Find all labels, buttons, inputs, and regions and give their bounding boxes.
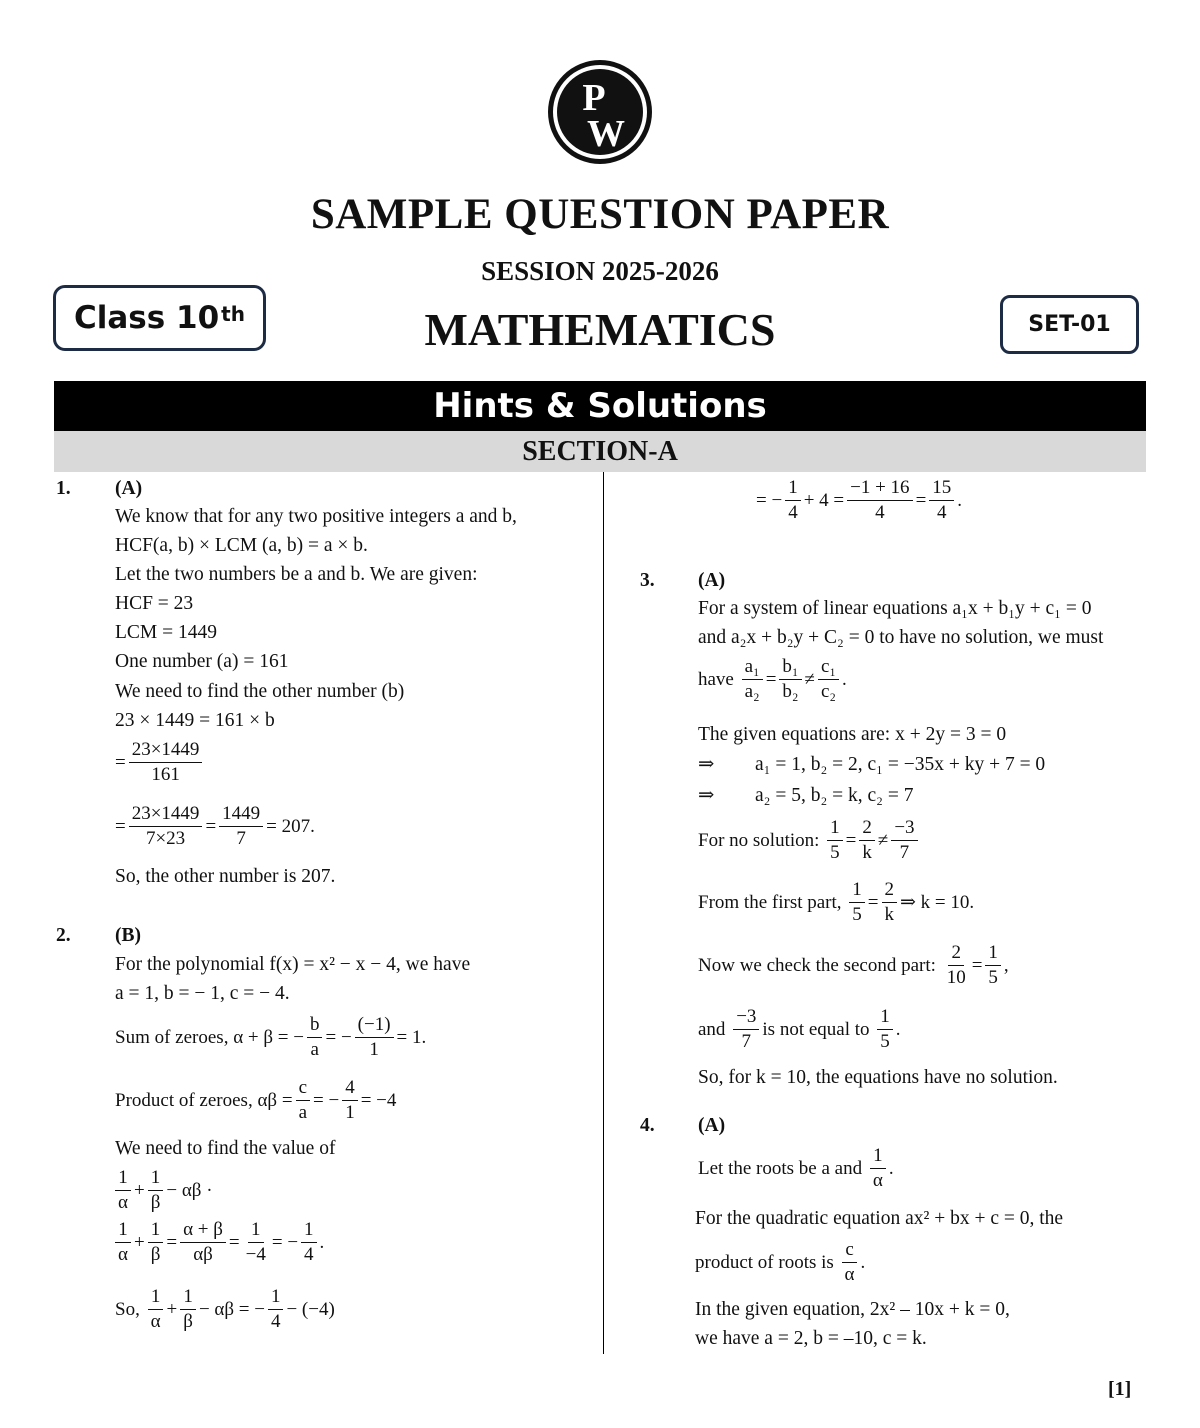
q4-line: For the quadratic equation ax² + bx + c = 0, the [695,1208,1064,1229]
q3-line: and a₂x + b₂y + C₂ = 0 to have no solution, we must [698,627,1104,648]
fraction: $\frac{1}{\alpha}$ [870,1146,886,1191]
q3-line: So, for k = 10, the equations have no solution. [698,1067,1058,1088]
q1-line: Let the two numbers be a and b. We are given: [115,564,478,585]
q2-sum-zeroes: Sum of zeroes, α + β = − $\frac{b}{a}$ = − $\frac{(-1)}{1}$ = 1. [115,1014,427,1060]
q4-line: we have a = 2, b = –10, c = k. [695,1328,927,1349]
fraction: $\frac{\alpha + \beta}{\alpha\beta}$ [180,1220,226,1265]
set-badge: SET-01 [1000,295,1139,354]
q1-line: HCF(a, b) × LCM (a, b) = a × b. [115,535,368,556]
fraction: $\frac{1}{5}$ [849,880,865,925]
q3-condition: have $\frac{\text{a₁}}{\text{a₂}}$ = $\frac{\text{b₁}}{\text{b₂}}$ ≠ $\frac{\text{c₁}}{\text{c₂}}$ . [698,656,847,702]
fraction: $\frac{1}{5}$ [827,818,843,863]
class-label: Class 10 [74,300,220,336]
hints-banner: Hints & Solutions [54,381,1146,431]
q3-line: For a system of linear equations a₁x + b₁y + c₁ = 0 [698,598,1092,619]
fraction: $\frac{1}{-4}$ [245,1219,266,1265]
q1-line: We know that for any two positive integers a and b, [115,506,517,527]
q2-expr2: $\frac{1}{\alpha}$ + $\frac{1}{\beta}$ = $\frac{\alpha + \beta}{\alpha\beta}$ = $\frac{1}{-4}$ = − $\frac{1}{4}$ . [112,1220,324,1265]
fraction: $\frac{\text{a₁}}{\text{a₂}}$ [742,657,763,702]
fraction: $\frac{\text{c₁}}{\text{c₂}}$ [818,657,839,702]
svg-text:W: W [587,113,625,155]
fraction: $\frac{-3}{7}$ [733,1007,759,1052]
column-divider [603,472,604,1354]
fraction: $\frac{2}{k}$ [859,818,875,863]
q2-line: We need to find the value of [115,1138,336,1159]
q1-line: So, the other number is 207. [115,866,336,887]
q1-line: 23 × 1449 = 161 × b [115,710,275,731]
subject-title: MATHEMATICS [424,304,776,355]
q2-answer: (B) [115,925,141,946]
fraction: $\frac{4}{1}$ [342,1078,358,1123]
q3-second-part: Now we check the second part: $\frac{2}{10}$ = $\frac{1}{5}$ , [698,942,1009,988]
fraction: $\frac{1}{\alpha}$ [148,1287,164,1332]
q1-eq-sign: = [115,751,126,773]
q2-line: a = 1, b = − 1, c = − 4. [115,983,290,1004]
q4-roots: Let the roots be a and $\frac{1}{\alpha}$ . [698,1145,894,1191]
fraction: $\frac{1}{5}$ [877,1007,893,1052]
fraction: $\frac{1}{4}$ [268,1287,284,1332]
section-header: SECTION-A [54,431,1146,472]
q4-product: product of roots is $\frac{c}{\alpha}$ . [695,1239,866,1285]
fraction: $\frac{15}{4}$ [929,478,954,523]
q3-line: The given equations are: x + 2y = 3 = 0 [698,724,1007,745]
q1-eq2: = $\frac{23\times 1449}{7\times 23}$ = $\frac{1449}{7}$ = 207. [115,803,315,849]
q1-line: One number (a) = 161 [115,651,289,672]
implies-icon: ⇒ [698,754,715,775]
fraction: $\frac{1449}{7}$ [219,804,263,849]
q2-expr3: So, $\frac{1}{\alpha}$ + $\frac{1}{\beta}$ − αβ = − $\frac{1}{4}$ − (−4) [115,1286,335,1332]
q2-number: 2. [56,925,71,946]
q1-number: 1. [56,478,71,499]
q2-expr1: $\frac{1}{\alpha}$ + $\frac{1}{\beta}$ − αβ · [112,1168,213,1213]
q1-line: LCM = 1449 [115,622,218,643]
q3-number: 3. [640,570,655,591]
fraction: $\frac{1}{5}$ [985,943,1001,988]
q4-number: 4. [640,1115,655,1136]
pw-logo [546,58,654,166]
fraction: $\frac{c}{\alpha}$ [842,1240,858,1285]
q2-line: For the polynomial f(x) = x² − x − 4, we have [115,954,471,975]
fraction: $\frac{-1 + 16}{4}$ [847,478,912,523]
q3-and-line: and $\frac{-3}{7}$ is not equal to $\frac{1}{5}$ . [698,1006,901,1052]
fraction: $\frac{2}{10}$ [946,942,966,988]
fraction: $\frac{\text{b₁}}{\text{b₂}}$ [779,657,801,702]
fraction: $\frac{b}{a}$ [307,1015,323,1060]
fraction: $\frac{1}{4}$ [301,1220,317,1265]
class-badge [53,285,266,351]
q4-answer: (A) [698,1115,726,1136]
q1-eq1 [115,740,205,785]
fraction: $\frac{1}{\beta}$ [180,1287,196,1332]
fraction: $\frac{1}{\alpha}$ [115,1220,131,1265]
fraction: $\frac{1}{\beta}$ [148,1168,164,1213]
fraction: $\frac{1}{\alpha}$ [115,1168,131,1213]
q3-no-solution: For no solution: $\frac{1}{5}$ = $\frac{2}{k}$ ≠ $\frac{-3}{7}$ [698,818,921,863]
q3-answer: (A) [698,570,726,591]
fraction: $\frac{c}{a}$ [296,1078,310,1123]
class-sup: th [221,302,245,326]
q4-line: In the given equation, 2x² – 10x + k = 0, [695,1299,1010,1320]
q3-first-part: From the first part, $\frac{1}{5}$ = $\frac{2}{k}$ ⇒ k = 10. [698,879,975,925]
fraction: $\frac{23\times 1449}{7\times 23}$ [129,804,203,849]
implies-icon: ⇒ [698,785,715,806]
page-number: [1] [1108,1378,1132,1400]
svg-text:P: P [582,77,606,119]
fraction: $\frac{1}{\beta}$ [148,1220,164,1265]
fraction: $\frac{1}{4}$ [785,478,801,523]
session-label: SESSION 2025-2026 [481,256,719,286]
fraction: $\frac{23\times 1449}{161}$ [129,740,203,785]
q2-product-zeroes: Product of zeroes, αβ = $\frac{c}{a}$ = − $\frac{4}{1}$ = −4 [115,1077,397,1123]
fraction: $\frac{-3}{7}$ [891,818,917,863]
q3-line: a₂ = 5, b₂ = k, c₂ = 7 [755,785,914,806]
fraction: $\frac{2}{k}$ [882,880,898,925]
q2-continuation: = − $\frac{1}{4}$ + 4 = $\frac{-1 + 16}{4}$ = $\frac{15}{4}$ . [756,477,963,523]
q1-line: We need to find the other number (b) [115,681,405,702]
q1-answer: (A) [115,478,143,499]
paper-title: SAMPLE QUESTION PAPER [310,191,890,238]
q1-line: HCF = 23 [115,593,194,614]
q3-line: a₁ = 1, b₂ = 2, c₁ = −35x + ky + 7 = 0 [755,754,1046,775]
fraction: $\frac{(-1)}{1}$ [355,1015,394,1060]
